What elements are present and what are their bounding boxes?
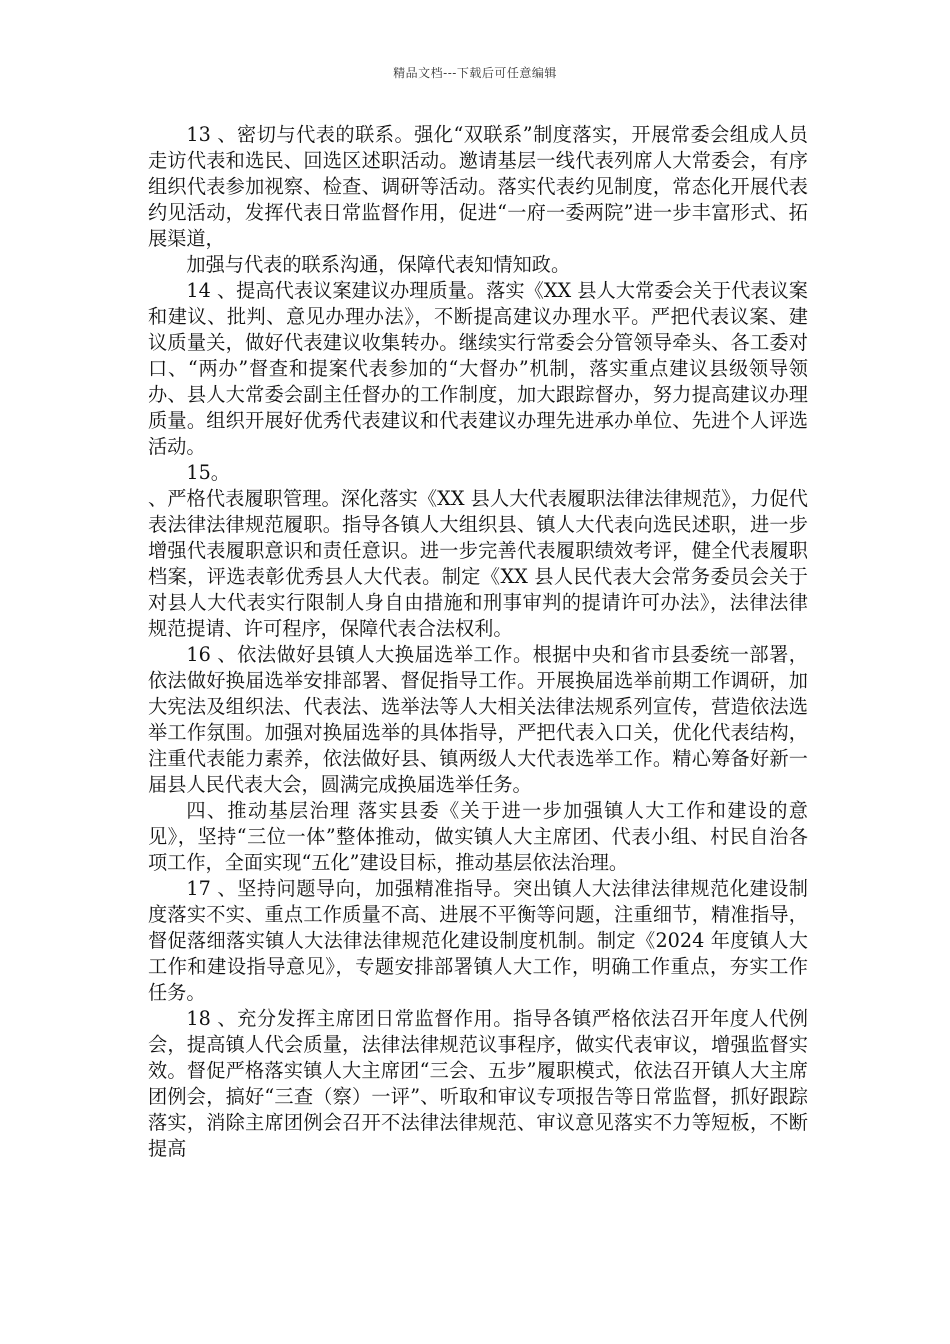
page-header: 精品文档---下载后可任意编辑 [393,66,557,80]
paragraph-13-continued: 加强与代表的联系沟通，保障代表知情知政。 [186,253,571,276]
paragraph-15-number: 15。 [186,461,230,484]
section-four-heading: 四、推动基层治理 落实县委《关于进一步加强镇人大工作和建设的意见》，坚持“三位一体”整体推动，做实镇人大主席团、代表小组、村民自治各项工作，全面实现“五化”建设目标，推动基层依法治理。 [148,799,808,874]
paragraph-16: 16 、依法做好县镇人大换届选举工作。根据中央和省市县委统一部署，依法做好换届选举安排部署、督促指导工作。开展换届选举前期工作调研，加大宪法及组织法、代表法、选举法等人大相关法律法规系列宣传，营造依法选举工作氛围。加强对换届选举的具体指导，严把代表入口关，优化代表结构，注重代表能力素养，依法做好县、镇两级人大代表选举工作。精心筹备好新一届县人民代表大会，圆满完成换届选举任务。 [148,643,808,796]
document-body [148,122,808,1162]
paragraph-14: 14 、提高代表议案建议办理质量。落实《XX 县人大常委会关于代表议案和建议、批判、意见办理办法》，不断提高建议办理水平。严把代表议案、建议质量关，做好代表建议收集转办。继续实行常委会分管领导牵头、各工委对口、“两办”督查和提案代表参加的“大督办”机制，落实重点建议县级领导领办、县人大常委会副主任督办的工作制度，加大跟踪督办，努力提高建议办理质量。组织开展好优秀代表建议和代表建议办理先进承办单位、先进个人评选活动。 [148,279,808,458]
paragraph-15: 、严格代表履职管理。深化落实《XX 县人大代表履职法律法律规范》，力促代表法律法律规范履职。指导各镇人大组织县、镇人大代表向选民述职，进一步增强代表履职意识和责任意识。进一步完善代表履职绩效考评，健全代表履职档案，评选表彰优秀县人大代表。制定《XX 县人民代表大会常务委员会关于对县人大代表实行限制人身自由措施和刑事审判的提请许可办法》，法律法律规范提请、许可程序，保障代表合法权利。 [148,487,808,640]
paragraph-13: 13 、密切与代表的联系。强化“双联系”制度落实，开展常委会组成人员走访代表和选民、回选区述职活动。邀请基层一线代表列席人大常委会，有序组织代表参加视察、检查、调研等活动。落实代表约见制度，常态化开展代表约见活动，发挥代表日常监督作用，促进“一府一委两院”进一步丰富形式、拓展渠道， [148,123,808,250]
paragraph-17: 17 、坚持问题导向，加强精准指导。突出镇人大法律法律规范化建设制度落实不实、重点工作质量不高、进展不平衡等问题，注重细节，精准指导，督促落细落实镇人大法律法律规范化建设制度机制。制定《2024 年度镇人大工作和建设指导意见》，专题安排部署镇人大工作，明确工作重点，夯实工作任务。 [148,877,808,1004]
paragraph-18: 18 、充分发挥主席团日常监督作用。指导各镇严格依法召开年度人代例会，提高镇人代会质量，法律法律规范议事程序，做实代表审议，增强监督实效。督促严格落实镇人大主席团“三会、五步”履职模式，依法召开镇人大主席团例会，搞好“三查（察）一评”、听取和审议专项报告等日常监督，抓好跟踪落实，消除主席团例会召开不法律法律规范、审议意见落实不力等短板，不断提高 [148,1007,808,1160]
